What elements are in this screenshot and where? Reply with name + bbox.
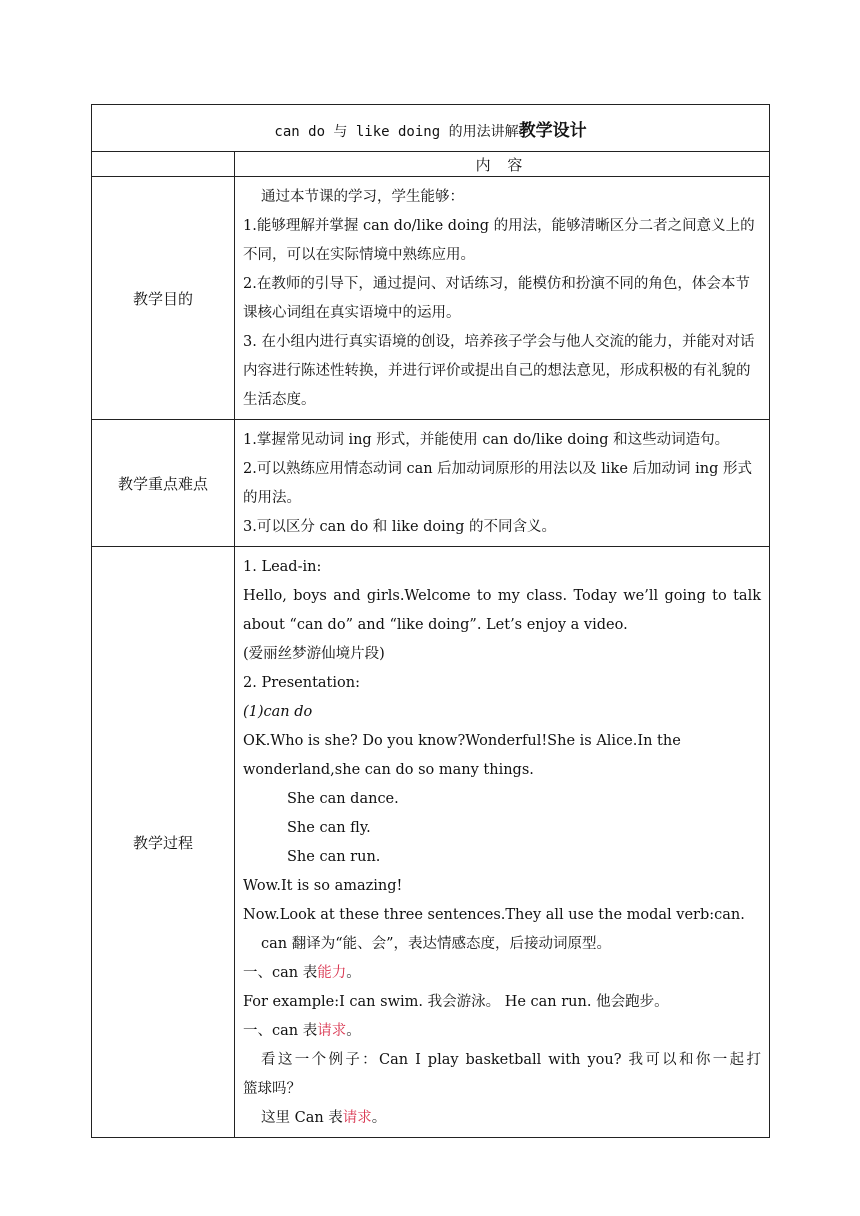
title-cell	[92, 105, 770, 152]
objectives-row	[92, 177, 770, 420]
leadin-title: 1. Lead-in:	[243, 559, 322, 575]
point-request-suffix: 。	[346, 1023, 361, 1039]
alice-line-2: wonderland,she can do so many things.	[243, 762, 534, 778]
objective-item-3: 3. 在小组内进行真实语境的创设，培养孩子学会与他人交流的能力，并能对对话内容进行陈述性转换，并进行评价或提出自己的想法意见，形成积极的有礼貌的生活态度。	[243, 334, 755, 408]
header-row	[92, 152, 770, 177]
point-ability-keyword: 能力	[317, 965, 347, 981]
leadin-note: (爱丽丝梦游仙境片段)	[243, 646, 385, 662]
alice-line-1: OK.Who is she? Do you know?Wonderful!She is Alice.In the	[243, 733, 681, 749]
request-summary	[243, 1104, 761, 1133]
can-do-subtitle: (1)can do	[243, 704, 313, 720]
content-header: 内 容	[235, 152, 770, 177]
can-translation: can 翻译为“能、会”，表达情感态度，后接动词原型。	[261, 936, 612, 952]
key-point-3: 3.可以区分 can do 和 like doing 的不同含义。	[243, 519, 557, 535]
header-empty-cell	[92, 152, 235, 177]
key-point-2: 2.可以熟练应用情态动词 can 后加动词原形的用法以及 like 后加动词 ing 形式的用法。	[243, 461, 752, 506]
point-request-keyword: 请求	[317, 1023, 347, 1039]
objectives-label: 教学目的	[92, 177, 235, 420]
objective-item-1: 1.能够理解并掌握 can do/like doing 的用法，能够清晰区分二者之间意义上的不同，可以在实际情境中熟练应用。	[243, 218, 755, 263]
lesson-plan-table	[91, 104, 770, 1138]
objectives-intro: 通过本节课的学习，学生能够：	[261, 189, 464, 205]
key-points-content	[235, 420, 770, 547]
lesson-plan-page	[91, 104, 769, 1138]
example-fly: She can fly.	[287, 820, 371, 836]
request-line-2: 篮球吗？	[243, 1081, 301, 1097]
objectives-content	[235, 177, 770, 420]
point-ability-prefix: 一、can 表	[243, 965, 318, 981]
request-summary-prefix: 这里 Can 表	[261, 1110, 343, 1126]
point-ability	[243, 959, 761, 988]
title-row	[92, 105, 770, 152]
key-point-1: 1.掌握常见动词 ing 形式，并能使用 can do/like doing 和这些动词造句。	[243, 432, 730, 448]
point-request-prefix: 一、can 表	[243, 1023, 318, 1039]
modal-verb-line: Now.Look at these three sentences.They all use the modal verb:can.	[243, 907, 745, 923]
objective-item-2: 2.在教师的引导下，通过提问、对话练习，能模仿和扮演不同的角色，体会本节课核心词组在真实语境中的运用。	[243, 276, 750, 321]
example-dance: She can dance.	[287, 791, 399, 807]
key-points-label: 教学重点难点	[92, 420, 235, 547]
title-part2: 教学设计	[518, 120, 587, 141]
example-run: She can run.	[287, 849, 381, 865]
example-swim-run: For example:I can swim. 我会游泳。 He can run. 他会跑步。	[243, 994, 669, 1010]
request-summary-keyword: 请求	[342, 1110, 372, 1126]
amazing-line: Wow.It is so amazing!	[243, 878, 403, 894]
process-label: 教学过程	[92, 547, 235, 1138]
leadin-line-1: Hello, boys and girls.Welcome to my class. Today we’ll going to talk	[243, 588, 761, 604]
request-line-1: 看这一个例子：Can I play basketball with you? 我可以和你一起打	[261, 1052, 761, 1068]
process-row	[92, 547, 770, 1138]
leadin-line-2: about “can do” and “like doing”. Let’s enjoy a video.	[243, 617, 628, 633]
presentation-title: 2. Presentation:	[243, 675, 360, 691]
point-request	[243, 1017, 761, 1046]
title-part1: can do 与 like doing 的用法讲解	[274, 123, 519, 140]
process-content	[235, 547, 770, 1138]
key-points-row	[92, 420, 770, 547]
point-ability-suffix: 。	[346, 965, 361, 981]
request-summary-suffix: 。	[371, 1110, 387, 1126]
